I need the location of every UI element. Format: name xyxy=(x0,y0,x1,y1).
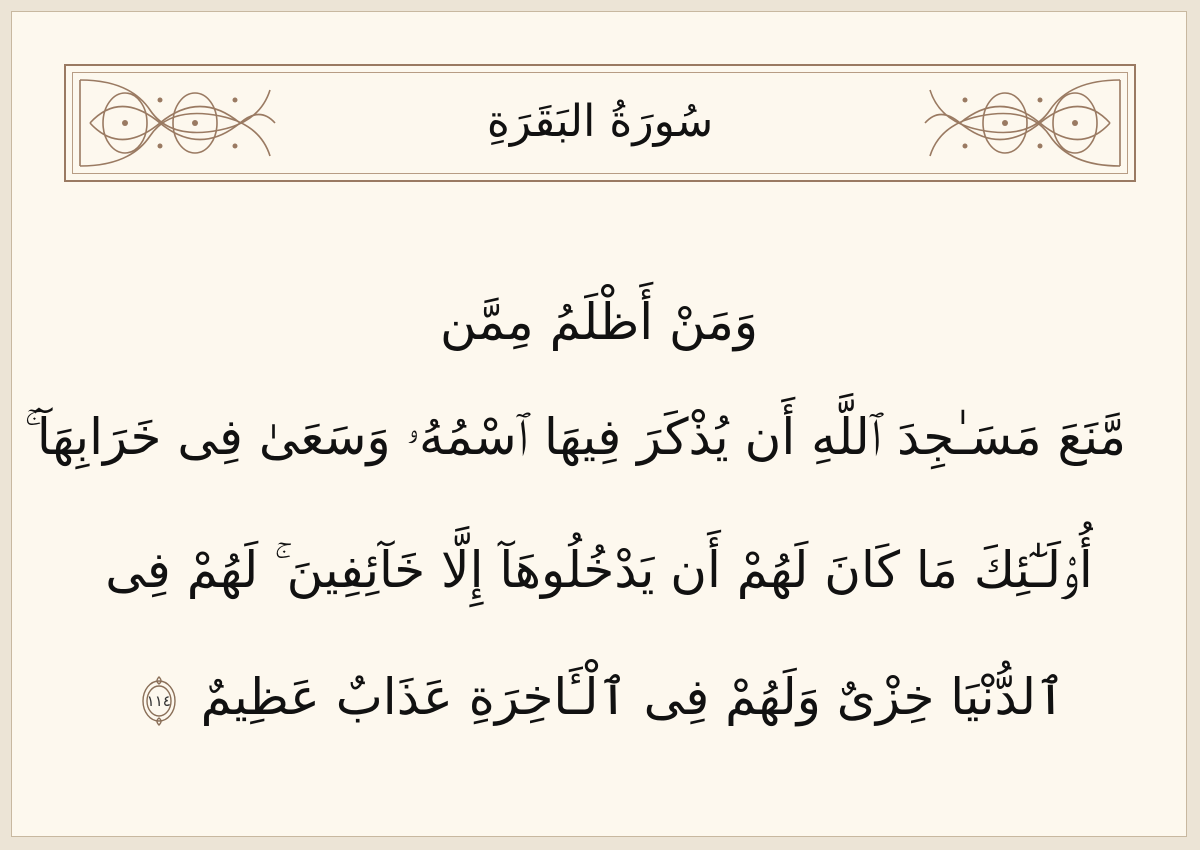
ayah-end-marker xyxy=(137,675,181,727)
verse-line-3: أُو۟لَـٰٓئِكَ مَا كَانَ لَهُمْ أَن يَدْخُلُوهَآ إِلَّا خَآئِفِينَ ۚ لَهُمْ فِى xyxy=(105,541,1093,599)
verse-line-4 xyxy=(72,667,1126,727)
verse-line-4-text: ٱلدُّنْيَا خِزْىٌ وَلَهُمْ فِى ٱلْـَٔاخِرَةِ عَذَابٌ عَظِيمٌ xyxy=(200,668,1066,726)
surah-header-frame xyxy=(64,64,1136,182)
left-ornament-icon xyxy=(70,70,280,176)
verse-line-2: مَّنَعَ مَسَـٰجِدَ ٱللَّهِ أَن يُذْكَرَ فِيهَا ٱسْمُهُۥ وَسَعَىٰ فِى خَرَابِهَآ ۚ xyxy=(24,408,1126,466)
verse-line-1: وَمَنْ أَظْلَمُ مِمَّن xyxy=(439,293,759,351)
page-sheet xyxy=(11,11,1187,837)
right-ornament-icon xyxy=(920,70,1130,176)
ayah-number: ١١٤ xyxy=(146,691,171,710)
surah-title: سُورَةُ البَقَرَةِ xyxy=(486,95,714,147)
verse-text-block xyxy=(24,272,1126,776)
